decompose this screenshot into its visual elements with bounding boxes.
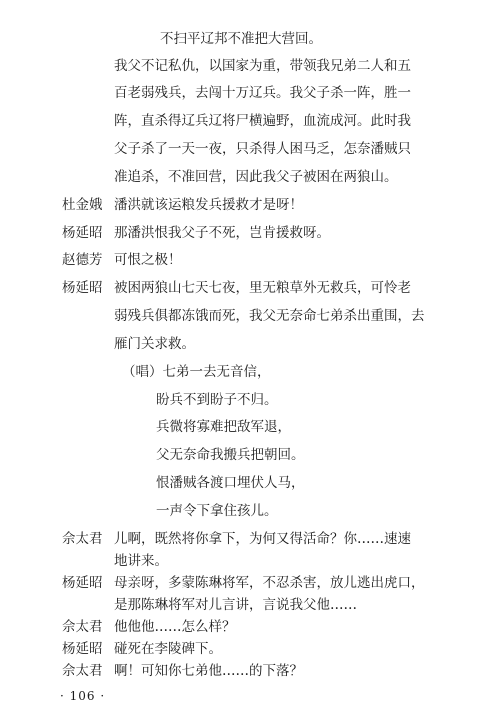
- dialogue-line: 潘洪就该运粮发兵援救才是呀！: [114, 197, 303, 213]
- speaker-name: 佘太君: [62, 663, 103, 679]
- dialogue-line: 可恨之极！: [114, 252, 182, 268]
- dialogue-line: 地讲来。: [114, 553, 168, 569]
- dialogue-line: 那潘洪恨我父子不死，岂肯援救呀。: [114, 225, 330, 241]
- speaker-name: 杨延昭: [62, 575, 103, 591]
- text-line: 我父不记私仇，以国家为重，带领我兄弟二人和五: [114, 58, 411, 74]
- verse-line: 兵微将寡难把敌军退，: [156, 419, 291, 435]
- dialogue-line: 他他他……怎么样？: [114, 619, 236, 635]
- dialogue-line: 被困两狼山七天七夜，里无粮草外无救兵，可怜老: [114, 280, 411, 296]
- dialogue-line: 是那陈琳将军对儿言讲，言说我父他……: [114, 597, 357, 613]
- speaker-name: 赵德芳: [62, 252, 103, 268]
- verse-line: 恨潘贼各渡口埋伏人马，: [156, 475, 305, 491]
- text-line: 不扫平辽邦不准把大营回。: [160, 31, 322, 47]
- page-number: · 106 ·: [60, 689, 106, 703]
- dialogue-line: 啊！可知你七弟他……的下落？: [114, 663, 303, 679]
- verse-line: 父无奈命我搬兵把朝回。: [156, 447, 305, 463]
- text-line: 父子杀了一天一夜，只杀得人困马乏，怎奈潘贼只: [114, 141, 411, 157]
- dialogue-line: 弱残兵俱都冻饿而死，我父无奈命七弟杀出重围，去: [114, 308, 425, 324]
- verse-line: 盼兵不到盼子不归。: [156, 392, 278, 408]
- dialogue-line: 儿啊，既然将你拿下，为何又得活命？你……速速: [114, 531, 411, 547]
- text-line: 百老弱残兵，去闯十万辽兵。我父子杀一阵，胜一: [114, 85, 411, 101]
- verse-line: （唱）七弟一去无音信，: [122, 364, 271, 380]
- speaker-name: 佘太君: [62, 619, 103, 635]
- speaker-name: 杜金娥: [62, 197, 103, 213]
- speaker-name: 杨延昭: [62, 225, 103, 241]
- dialogue-line: 碰死在李陵碑下。: [114, 641, 222, 657]
- text-line: 阵，直杀得辽兵辽将尸横遍野，血流成河。此时我: [114, 113, 411, 129]
- dialogue-line: 雁门关求救。: [114, 336, 195, 352]
- speaker-name: 杨延昭: [62, 280, 103, 296]
- text-line: 准追杀，不准回营，因此我父子被困在两狼山。: [114, 169, 398, 185]
- dialogue-line: 母亲呀，多蒙陈琳将军，不忍杀害，放儿逃出虎口，: [114, 575, 425, 591]
- verse-line: 一声令下拿住孩儿。: [156, 503, 278, 519]
- speaker-name: 佘太君: [62, 531, 103, 547]
- speaker-name: 杨延昭: [62, 641, 103, 657]
